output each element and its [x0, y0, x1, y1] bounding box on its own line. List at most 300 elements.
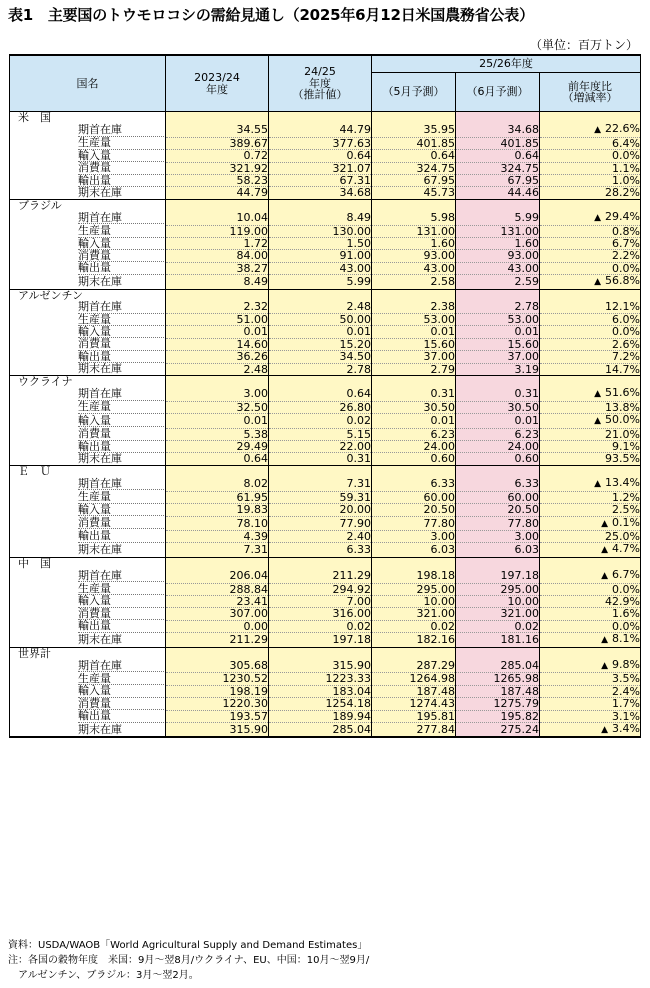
value-cell: 1.72 — [166, 238, 269, 250]
value-cell: 1.60 — [456, 238, 540, 250]
value-cell: 2.48 — [269, 301, 372, 313]
table-row — [10, 569, 641, 583]
value-cell: 24.00 — [372, 441, 456, 453]
value-cell: 2.40 — [269, 530, 372, 542]
value-cell: 5.15 — [269, 428, 372, 440]
header-25-26: 25/26年度 — [372, 55, 641, 73]
value-cell: 10.00 — [456, 595, 540, 607]
value-cell: 24.00 — [456, 441, 540, 453]
empty-cell — [456, 289, 540, 301]
empty-cell — [456, 112, 540, 124]
value-cell: 6.33 — [456, 477, 540, 491]
value-cell: 0.64 — [166, 453, 269, 465]
item-label: 期末在庫 — [78, 632, 122, 646]
value-cell: 401.85 — [372, 137, 456, 149]
item-cell — [10, 401, 166, 413]
value-cell: 0.01 — [372, 414, 456, 428]
note-line-2: アルゼンチン、ブラジル：3月～翌2月。 — [8, 970, 199, 981]
value-cell: 197.18 — [269, 633, 372, 647]
yoy-value: 25.0% — [605, 529, 640, 543]
value-cell: 77.90 — [269, 516, 372, 530]
table-row — [10, 595, 641, 607]
yoy-cell — [540, 175, 641, 187]
table-row — [10, 633, 641, 647]
value-cell: 0.00 — [166, 620, 269, 632]
item-label: 消費量 — [78, 698, 166, 710]
empty-cell — [166, 289, 269, 301]
value-cell: 377.63 — [269, 137, 372, 149]
yoy-value: 42.9% — [605, 594, 640, 608]
item-label: 生産量 — [78, 401, 166, 413]
value-cell: 305.68 — [166, 659, 269, 673]
value-cell: 78.10 — [166, 516, 269, 530]
yoy-cell — [540, 137, 641, 149]
value-cell: 53.00 — [456, 314, 540, 326]
item-label: 消費量 — [78, 162, 166, 174]
value-cell: 36.26 — [166, 351, 269, 363]
country-name: Ｅ Ｕ — [10, 465, 166, 477]
value-cell: 0.01 — [456, 414, 540, 428]
value-cell: 29.49 — [166, 441, 269, 453]
yoy-value: 51.6% — [605, 386, 640, 400]
value-cell: 389.67 — [166, 137, 269, 149]
item-cell — [10, 187, 166, 199]
value-cell: 0.72 — [166, 150, 269, 162]
country-group-row — [10, 199, 641, 211]
yoy-value: 1.1% — [612, 161, 640, 175]
yoy-value: 6.7% — [612, 237, 640, 251]
value-cell: 316.00 — [269, 608, 372, 620]
item-cell — [10, 569, 166, 583]
yoy-cell — [540, 401, 641, 413]
value-cell: 6.33 — [372, 477, 456, 491]
header-2023-24: 2023/24 年度 — [166, 55, 269, 112]
value-cell: 131.00 — [456, 225, 540, 237]
yoy-cell — [540, 491, 641, 503]
value-cell: 2.78 — [456, 301, 540, 313]
item-cell — [10, 491, 166, 503]
item-cell — [10, 530, 166, 542]
value-cell: 198.18 — [372, 569, 456, 583]
value-cell: 1265.98 — [456, 673, 540, 685]
country-name: 米 国 — [10, 112, 166, 124]
value-cell: 1.50 — [269, 238, 372, 250]
table-row — [10, 262, 641, 274]
value-cell: 58.23 — [166, 175, 269, 187]
yoy-cell — [540, 543, 641, 557]
yoy-cell — [540, 225, 641, 237]
value-cell: 34.68 — [456, 123, 540, 137]
value-cell: 0.60 — [456, 453, 540, 465]
item-label: 輸出量 — [78, 710, 166, 722]
value-cell: 1264.98 — [372, 673, 456, 685]
item-cell — [10, 262, 166, 274]
yoy-value: 6.7% — [612, 568, 640, 582]
yoy-cell — [540, 516, 641, 530]
yoy-value: 1.6% — [612, 607, 640, 621]
yoy-value: 1.7% — [612, 697, 640, 711]
value-cell: 19.83 — [166, 504, 269, 516]
value-cell: 0.01 — [269, 326, 372, 338]
table-row — [10, 301, 641, 313]
item-label: 期末在庫 — [78, 452, 122, 466]
value-cell: 34.50 — [269, 351, 372, 363]
value-cell: 45.73 — [372, 187, 456, 199]
item-cell — [10, 137, 166, 149]
yoy-cell — [540, 504, 641, 516]
table-row — [10, 659, 641, 673]
value-cell: 2.59 — [456, 275, 540, 289]
value-cell: 0.02 — [269, 414, 372, 428]
value-cell: 20.50 — [372, 504, 456, 516]
value-cell: 187.48 — [456, 685, 540, 697]
empty-cell — [269, 289, 372, 301]
item-label: 生産量 — [78, 673, 166, 685]
value-cell: 30.50 — [372, 401, 456, 413]
yoy-cell — [540, 387, 641, 401]
table-row — [10, 187, 641, 199]
yoy-value: 9.8% — [612, 657, 640, 671]
value-cell: 59.31 — [269, 491, 372, 503]
value-cell: 0.64 — [372, 150, 456, 162]
item-cell — [10, 710, 166, 722]
item-cell — [10, 428, 166, 440]
value-cell: 3.19 — [456, 363, 540, 375]
country-name: ウクライナ — [10, 376, 166, 388]
yoy-value: 0.8% — [612, 224, 640, 238]
empty-cell — [456, 376, 540, 388]
empty-cell — [372, 465, 456, 477]
empty-cell — [456, 647, 540, 659]
item-cell — [10, 543, 166, 557]
yoy-cell — [540, 211, 641, 225]
item-cell — [10, 275, 166, 289]
decrease-triangle-icon: ▲ — [594, 125, 602, 136]
decrease-triangle-icon: ▲ — [601, 571, 609, 582]
value-cell: 0.60 — [372, 453, 456, 465]
item-cell — [10, 633, 166, 647]
value-cell: 61.95 — [166, 491, 269, 503]
yoy-value: 0.0% — [612, 325, 640, 339]
yoy-cell — [540, 262, 641, 274]
value-cell: 181.16 — [456, 633, 540, 647]
yoy-value: 12.1% — [605, 300, 640, 314]
value-cell: 37.00 — [456, 351, 540, 363]
country-group-row — [10, 557, 641, 569]
value-cell: 0.64 — [269, 387, 372, 401]
yoy-value: 3.4% — [612, 722, 640, 735]
value-cell: 1254.18 — [269, 698, 372, 710]
yoy-cell — [540, 363, 641, 375]
empty-cell — [456, 199, 540, 211]
table-row — [10, 162, 641, 174]
value-cell: 3.00 — [456, 530, 540, 542]
yoy-value: 2.2% — [612, 249, 640, 263]
table-row — [10, 491, 641, 503]
value-cell: 1223.33 — [269, 673, 372, 685]
item-label: 期末在庫 — [78, 362, 122, 376]
value-cell: 401.85 — [456, 137, 540, 149]
yoy-value: 8.1% — [612, 632, 640, 646]
value-cell: 30.50 — [456, 401, 540, 413]
item-label: 期末在庫 — [78, 186, 122, 200]
yoy-value: 4.7% — [612, 542, 640, 556]
value-cell: 294.92 — [269, 583, 372, 595]
value-cell: 26.80 — [269, 401, 372, 413]
table-row — [10, 710, 641, 722]
yoy-value: 3.5% — [612, 672, 640, 686]
value-cell: 50.00 — [269, 314, 372, 326]
item-label: 消費量 — [78, 608, 166, 620]
item-label: 輸入量 — [78, 150, 166, 162]
decrease-triangle-icon: ▲ — [594, 416, 602, 427]
value-cell: 6.23 — [372, 428, 456, 440]
value-cell: 0.02 — [269, 620, 372, 632]
value-cell: 295.00 — [372, 583, 456, 595]
value-cell: 43.00 — [372, 262, 456, 274]
item-label: 生産量 — [78, 583, 166, 595]
item-label: 期末在庫 — [78, 543, 122, 557]
item-label: 消費量 — [78, 250, 166, 262]
item-cell — [10, 620, 166, 632]
value-cell: 0.31 — [269, 453, 372, 465]
table-body — [10, 112, 641, 738]
item-label: 輸入量 — [78, 595, 166, 607]
value-cell: 10.04 — [166, 211, 269, 225]
decrease-triangle-icon: ▲ — [594, 213, 602, 224]
yoy-value: 13.4% — [605, 476, 640, 490]
yoy-cell — [540, 595, 641, 607]
value-cell: 44.79 — [166, 187, 269, 199]
table-row — [10, 414, 641, 428]
value-cell: 44.46 — [456, 187, 540, 199]
item-label: 輸入量 — [78, 685, 166, 697]
item-label: 消費量 — [78, 428, 166, 440]
item-label: 輸入量 — [78, 238, 166, 250]
decrease-triangle-icon: ▲ — [601, 660, 609, 671]
value-cell: 2.38 — [372, 301, 456, 313]
yoy-cell — [540, 338, 641, 350]
value-cell: 15.60 — [372, 338, 456, 350]
value-cell: 77.80 — [372, 516, 456, 530]
empty-cell — [372, 376, 456, 388]
item-label: 期首在庫 — [78, 660, 166, 672]
decrease-triangle-icon: ▲ — [601, 725, 609, 735]
table-row — [10, 723, 641, 738]
value-cell: 321.00 — [372, 608, 456, 620]
item-label: 生産量 — [78, 491, 166, 503]
value-cell: 6.03 — [456, 543, 540, 557]
table-row — [10, 543, 641, 557]
value-cell: 187.48 — [372, 685, 456, 697]
item-cell — [10, 162, 166, 174]
yoy-cell — [540, 314, 641, 326]
value-cell: 6.23 — [456, 428, 540, 440]
yoy-value: 21.0% — [605, 427, 640, 441]
yoy-value: 28.2% — [605, 186, 640, 200]
empty-cell — [456, 557, 540, 569]
country-group-row — [10, 112, 641, 124]
value-cell: 206.04 — [166, 569, 269, 583]
value-cell: 53.00 — [372, 314, 456, 326]
yoy-cell — [540, 659, 641, 673]
value-cell: 67.95 — [456, 175, 540, 187]
value-cell: 0.31 — [456, 387, 540, 401]
value-cell: 119.00 — [166, 225, 269, 237]
empty-cell — [269, 199, 372, 211]
item-label: 輸出量 — [78, 441, 166, 453]
yoy-cell — [540, 162, 641, 174]
value-cell: 44.79 — [269, 123, 372, 137]
yoy-cell — [540, 583, 641, 595]
value-cell: 5.38 — [166, 428, 269, 440]
value-cell: 288.84 — [166, 583, 269, 595]
yoy-cell — [540, 723, 641, 738]
yoy-value: 7.2% — [612, 350, 640, 364]
value-cell: 8.02 — [166, 477, 269, 491]
empty-cell — [269, 112, 372, 124]
item-label: 期末在庫 — [78, 722, 122, 736]
yoy-value: 22.6% — [605, 122, 640, 136]
value-cell: 67.95 — [372, 175, 456, 187]
yoy-cell — [540, 123, 641, 137]
empty-cell — [372, 112, 456, 124]
unit-label: （単位：百万トン） — [529, 38, 638, 52]
item-cell — [10, 659, 166, 673]
value-cell: 77.80 — [456, 516, 540, 530]
yoy-cell — [540, 620, 641, 632]
empty-cell — [166, 557, 269, 569]
yoy-cell — [540, 685, 641, 697]
item-label: 生産量 — [78, 225, 166, 237]
value-cell: 0.01 — [456, 326, 540, 338]
value-cell: 2.58 — [372, 275, 456, 289]
item-cell — [10, 453, 166, 465]
empty-cell — [372, 647, 456, 659]
value-cell: 60.00 — [372, 491, 456, 503]
supply-demand-table — [9, 54, 641, 738]
yoy-cell — [540, 351, 641, 363]
item-cell — [10, 338, 166, 350]
value-cell: 43.00 — [269, 262, 372, 274]
value-cell: 2.78 — [269, 363, 372, 375]
item-label: 期首在庫 — [78, 388, 166, 400]
table-row — [10, 453, 641, 465]
value-cell: 131.00 — [372, 225, 456, 237]
value-cell: 324.75 — [456, 162, 540, 174]
country-group-row — [10, 465, 641, 477]
yoy-cell — [540, 569, 641, 583]
yoy-value: 56.8% — [605, 274, 640, 288]
decrease-triangle-icon: ▲ — [594, 389, 602, 400]
value-cell: 60.00 — [456, 491, 540, 503]
table-row — [10, 530, 641, 542]
item-label: 輸入量 — [78, 326, 166, 338]
yoy-cell — [540, 414, 641, 428]
value-cell: 211.29 — [166, 633, 269, 647]
item-cell — [10, 685, 166, 697]
yoy-cell — [540, 633, 641, 647]
value-cell: 1220.30 — [166, 698, 269, 710]
yoy-value: 29.4% — [605, 210, 640, 224]
value-cell: 91.00 — [269, 250, 372, 262]
value-cell: 295.00 — [456, 583, 540, 595]
item-cell — [10, 301, 166, 313]
value-cell: 10.00 — [372, 595, 456, 607]
empty-cell — [166, 112, 269, 124]
item-cell — [10, 414, 166, 428]
country-name: 中 国 — [10, 557, 166, 569]
value-cell: 23.41 — [166, 595, 269, 607]
value-cell: 1230.52 — [166, 673, 269, 685]
value-cell: 32.50 — [166, 401, 269, 413]
empty-cell — [269, 465, 372, 477]
value-cell: 0.31 — [372, 387, 456, 401]
table-row — [10, 401, 641, 413]
value-cell: 51.00 — [166, 314, 269, 326]
table-row — [10, 363, 641, 375]
value-cell: 2.79 — [372, 363, 456, 375]
yoy-cell — [540, 250, 641, 262]
item-label: 生産量 — [78, 314, 166, 326]
source-note: 資料：USDA/WAOB「World Agricultural Supply and Demand Estimates」 — [8, 940, 368, 951]
yoy-value: 2.6% — [612, 337, 640, 351]
yoy-value: 0.0% — [612, 619, 640, 633]
yoy-cell — [540, 238, 641, 250]
country-name: 世界計 — [10, 647, 166, 659]
yoy-value: 14.7% — [605, 362, 640, 376]
table-row — [10, 225, 641, 237]
value-cell: 20.50 — [456, 504, 540, 516]
value-cell: 2.32 — [166, 301, 269, 313]
value-cell: 8.49 — [166, 275, 269, 289]
note-line-1: 注：各国の穀物年度 米国：9月～翌8月/ウクライナ、EU、中国：10月～翌9月/ — [8, 955, 370, 966]
value-cell: 1.60 — [372, 238, 456, 250]
value-cell: 275.24 — [456, 723, 540, 738]
value-cell: 193.57 — [166, 710, 269, 722]
value-cell: 324.75 — [372, 162, 456, 174]
item-label: 期首在庫 — [78, 570, 166, 582]
value-cell: 0.02 — [456, 620, 540, 632]
value-cell: 6.33 — [269, 543, 372, 557]
empty-cell — [166, 199, 269, 211]
value-cell: 3.00 — [166, 387, 269, 401]
value-cell: 15.60 — [456, 338, 540, 350]
table-row — [10, 338, 641, 350]
value-cell: 189.94 — [269, 710, 372, 722]
item-cell — [10, 723, 166, 738]
table-row — [10, 428, 641, 440]
value-cell: 84.00 — [166, 250, 269, 262]
value-cell: 285.04 — [456, 659, 540, 673]
decrease-triangle-icon: ▲ — [601, 635, 609, 646]
country-name: アルゼンチン — [10, 289, 166, 301]
value-cell: 93.00 — [456, 250, 540, 262]
yoy-cell — [540, 477, 641, 491]
value-cell: 182.16 — [372, 633, 456, 647]
yoy-value: 0.0% — [612, 261, 640, 275]
value-cell: 1275.79 — [456, 698, 540, 710]
value-cell: 0.64 — [269, 150, 372, 162]
item-cell — [10, 225, 166, 237]
yoy-cell — [540, 530, 641, 542]
yoy-value: 50.0% — [605, 413, 640, 427]
value-cell: 321.00 — [456, 608, 540, 620]
country-group-row — [10, 647, 641, 659]
value-cell: 37.00 — [372, 351, 456, 363]
value-cell: 7.31 — [166, 543, 269, 557]
value-cell: 197.18 — [456, 569, 540, 583]
